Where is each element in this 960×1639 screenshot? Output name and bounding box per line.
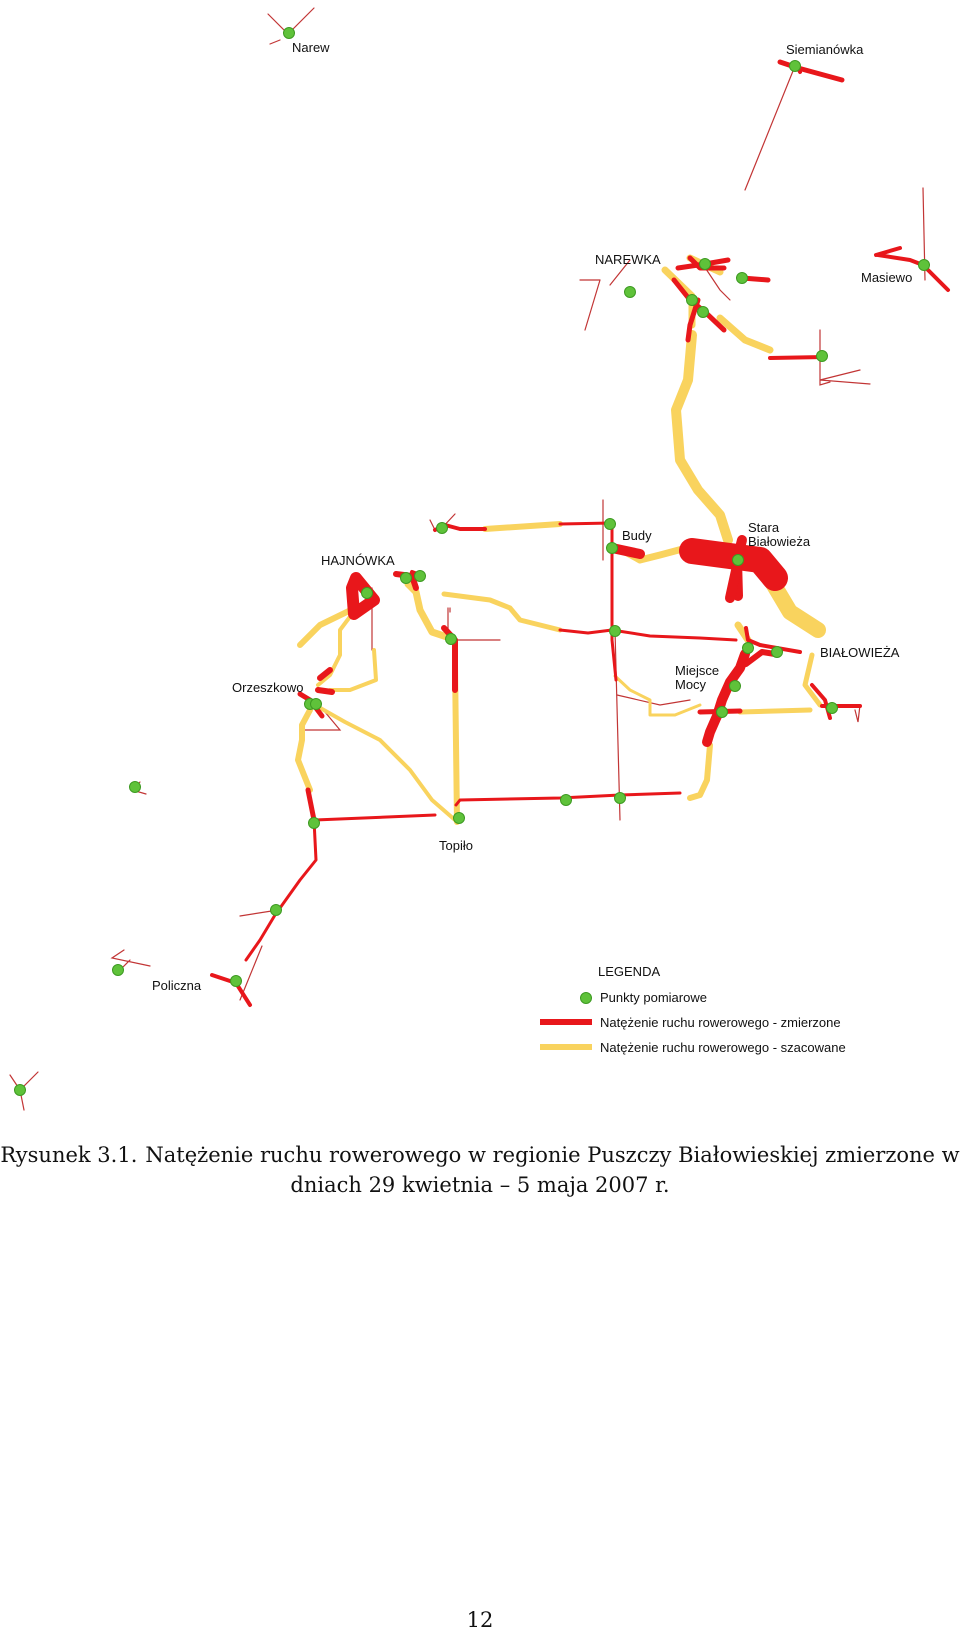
label-stara-line1: Stara xyxy=(748,520,780,535)
label-siemianowka: Siemianówka xyxy=(786,42,864,57)
measurement-point xyxy=(730,681,741,692)
label-bialowieza: BIAŁOWIEŻA xyxy=(820,645,900,660)
measurement-point xyxy=(610,626,621,637)
measurement-point xyxy=(231,976,242,987)
label-hajnowka: HAJNÓWKA xyxy=(321,553,395,568)
caption-label: Rysunek 3.1. xyxy=(0,1143,138,1167)
label-miejsce-line1: Miejsce xyxy=(675,663,720,678)
legend-title: LEGENDA xyxy=(598,964,661,979)
measurement-point xyxy=(700,259,711,270)
legend-estimated-label: Natężenie ruchu rowerowego - szacowane xyxy=(600,1040,846,1055)
measurement-point xyxy=(615,793,626,804)
label-stara-line2: Białowieża xyxy=(748,534,811,549)
measurement-point xyxy=(446,634,457,645)
measurement-point xyxy=(827,703,838,714)
legend-measured-label: Natężenie ruchu rowerowego - zmierzone xyxy=(600,1015,841,1030)
label-narew: Narew xyxy=(292,40,330,55)
measurement-point xyxy=(130,782,141,793)
measurement-point xyxy=(415,571,426,582)
measurement-point xyxy=(362,588,373,599)
page-number: 12 xyxy=(466,1608,494,1632)
thin-roads xyxy=(10,8,925,1110)
measurement-point xyxy=(737,273,748,284)
measurement-point xyxy=(311,699,322,710)
measurement-point xyxy=(717,707,728,718)
measurement-point xyxy=(271,905,282,916)
measured-traffic-roads xyxy=(212,62,948,1005)
place-labels xyxy=(152,40,912,993)
measurement-point xyxy=(284,28,295,39)
measurement-point xyxy=(687,295,698,306)
measurement-point xyxy=(607,543,618,554)
legend-point-symbol xyxy=(581,993,592,1004)
label-narewka: NAREWKA xyxy=(595,252,661,267)
label-policzna: Policzna xyxy=(152,978,202,993)
measurement-point xyxy=(561,795,572,806)
legend-points-label: Punkty pomiarowe xyxy=(600,990,707,1005)
caption-text: Natężenie ruchu rowerowego w regionie Puszczy Białowieskiej zmierzone w dniach 29 kwietnia – 5 maja 2007 r. xyxy=(145,1143,960,1197)
measurement-point xyxy=(772,647,783,658)
legend xyxy=(540,964,846,1055)
label-orzeszkowo: Orzeszkowo xyxy=(232,680,304,695)
measurement-point xyxy=(790,61,801,72)
label-masiewo: Masiewo xyxy=(861,270,913,285)
measurement-point xyxy=(743,643,754,654)
label-budy: Budy xyxy=(622,528,652,543)
measurement-point xyxy=(15,1085,26,1096)
measurement-points xyxy=(15,28,930,1096)
label-miejsce-line2: Mocy xyxy=(675,677,707,692)
measurement-point xyxy=(309,818,320,829)
measurement-point xyxy=(454,813,465,824)
measurement-point xyxy=(401,573,412,584)
label-topilo: Topiło xyxy=(439,838,473,853)
measurement-point xyxy=(817,351,828,362)
measurement-point xyxy=(733,555,744,566)
figure-caption xyxy=(0,1140,960,1200)
measurement-point xyxy=(698,307,709,318)
measurement-point xyxy=(919,260,930,271)
measurement-point xyxy=(113,965,124,976)
measurement-point xyxy=(605,519,616,530)
measurement-point xyxy=(625,287,636,298)
measurement-point xyxy=(437,523,448,534)
